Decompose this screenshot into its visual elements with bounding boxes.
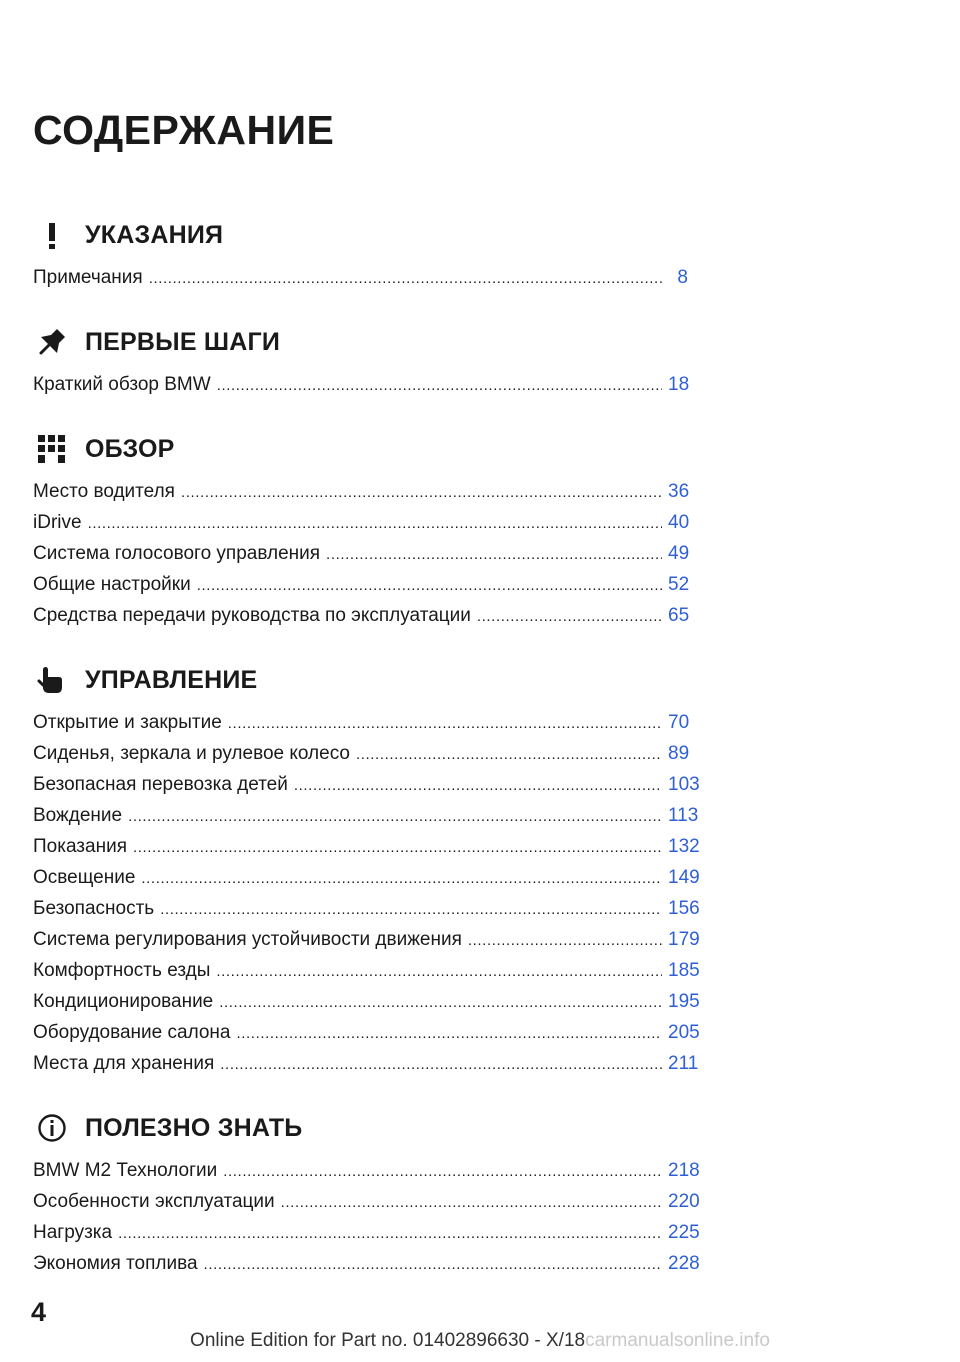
toc-entry-label: Краткий обзор BMW (33, 374, 211, 395)
dot-leader (223, 1156, 662, 1187)
toc-entry-label: Комфортность езды (33, 960, 211, 981)
grid-icon (35, 432, 69, 466)
toc-page-link[interactable]: 156 (668, 898, 700, 919)
toc-entry[interactable] (33, 369, 688, 400)
toc-entry-label: Безопасность (33, 898, 155, 919)
toc-entry[interactable] (33, 707, 688, 738)
toc-entry[interactable] (33, 893, 700, 924)
dot-leader (219, 987, 662, 1018)
toc-page-link[interactable]: 40 (668, 512, 690, 533)
toc-entry[interactable] (33, 955, 700, 986)
toc-entry-label: Место водителя (33, 481, 175, 502)
section-title: УПРАВЛЕНИЕ (85, 665, 258, 694)
section-header (33, 424, 688, 474)
section-header (33, 317, 688, 367)
toc-entry-label: Система регулирования устойчивости движения (33, 929, 462, 950)
dot-leader (204, 1249, 662, 1280)
section-title: ПОЛЕЗНО ЗНАТЬ (85, 1113, 303, 1142)
toc-page-link[interactable]: 70 (668, 712, 690, 733)
dot-leader (181, 477, 662, 508)
toc-entry[interactable] (33, 831, 700, 862)
toc-entry-label: BMW M2 Технологии (33, 1160, 218, 1181)
toc-page-link[interactable]: 149 (668, 867, 700, 888)
toc-page-link[interactable]: 8 (677, 267, 688, 288)
toc-entry-label: Оборудование салона (33, 1022, 231, 1043)
toc-entry-label: Экономия топлива (33, 1253, 198, 1274)
page-number: 4 (31, 1297, 47, 1327)
toc-page-link[interactable]: 225 (668, 1222, 700, 1243)
section-overview (33, 424, 688, 631)
toc-entry-label: Сиденья, зеркала и рулевое колесо (33, 743, 350, 764)
toc-entry-label: Кондиционирование (33, 991, 214, 1012)
toc-page-link[interactable]: 36 (668, 481, 690, 502)
dot-leader (228, 708, 662, 739)
dot-leader (118, 1218, 662, 1249)
toc-entry[interactable] (33, 538, 688, 569)
section-notes (33, 210, 688, 293)
dot-leader (237, 1018, 663, 1049)
toc-entry-label: Общие настройки (33, 574, 191, 595)
toc-entry[interactable] (33, 600, 688, 631)
dot-leader (128, 801, 662, 832)
toc-entry[interactable] (33, 1017, 700, 1048)
toc-entry[interactable] (33, 1248, 700, 1279)
toc-entry-label: Система голосового управления (33, 543, 321, 564)
toc-entry[interactable] (33, 569, 688, 600)
toc-page-link[interactable]: 132 (668, 836, 700, 857)
dot-leader (356, 739, 662, 770)
toc-entry[interactable] (33, 507, 688, 538)
toc-entry-label: Открытие и закрытие (33, 712, 222, 733)
info-icon (35, 1111, 69, 1145)
dot-leader (281, 1187, 662, 1218)
toc-page-link[interactable]: 49 (668, 543, 690, 564)
section-good-to-know (33, 1103, 700, 1279)
toc-entry[interactable] (33, 769, 700, 800)
page-title: СОДЕРЖАНИЕ (33, 107, 335, 153)
toc-page-link[interactable]: 218 (668, 1160, 700, 1181)
dot-leader (217, 370, 662, 401)
toc-entry[interactable] (33, 1155, 700, 1186)
toc-entry-label: iDrive (33, 512, 82, 533)
toc-entry[interactable] (33, 1217, 700, 1248)
dot-leader (197, 570, 662, 601)
hand-pointer-icon (35, 663, 69, 697)
dot-leader (477, 601, 662, 632)
dot-leader (294, 770, 662, 801)
dot-leader (88, 508, 662, 539)
section-title: УКАЗАНИЯ (85, 220, 224, 249)
toc-entry-label: Вождение (33, 805, 123, 826)
toc-page-link[interactable]: 89 (668, 743, 690, 764)
section-title: ОБЗОР (85, 434, 175, 463)
toc-entry-label: Средства передачи руководства по эксплуатации (33, 605, 471, 626)
dot-leader (141, 863, 662, 894)
toc-entry-label: Особенности эксплуатации (33, 1191, 275, 1212)
toc-page-link[interactable]: 195 (668, 991, 700, 1012)
toc-entry-label: Безопасная перевозка детей (33, 774, 288, 795)
pin-icon (35, 325, 69, 359)
toc-entry-label: Освещение (33, 867, 136, 888)
dot-leader (216, 956, 662, 987)
toc-page-link[interactable]: 65 (668, 605, 690, 626)
table-of-contents (33, 210, 700, 1303)
toc-entry-label: Примечания (33, 267, 143, 288)
toc-page-link[interactable]: 52 (668, 574, 690, 595)
toc-entry[interactable] (33, 738, 688, 769)
toc-entry[interactable] (33, 986, 700, 1017)
watermark-text: carmanualsonline.info (585, 1330, 770, 1351)
toc-entry[interactable] (33, 476, 688, 507)
dot-leader (149, 263, 662, 294)
toc-page-link[interactable]: 211 (668, 1053, 699, 1074)
edition-text: Online Edition for Part no. 01402896630 - X/18 (190, 1330, 586, 1351)
section-header (33, 1103, 688, 1153)
toc-page-link[interactable]: 205 (668, 1022, 700, 1043)
toc-entry-label: Показания (33, 836, 127, 857)
section-controls (33, 655, 700, 1079)
section-header (33, 210, 688, 260)
dot-leader (326, 539, 662, 570)
toc-page-link[interactable]: 220 (668, 1191, 700, 1212)
toc-page-link[interactable]: 18 (668, 374, 690, 395)
toc-entry-label: Нагрузка (33, 1222, 113, 1243)
dot-leader (160, 894, 662, 925)
toc-entry[interactable] (33, 862, 700, 893)
exclamation-icon (35, 218, 69, 252)
toc-entry[interactable] (33, 800, 699, 831)
toc-page-link[interactable]: 103 (668, 774, 700, 795)
toc-page-link[interactable]: 113 (668, 805, 699, 826)
toc-entry[interactable] (33, 262, 688, 293)
toc-page-link[interactable]: 228 (668, 1253, 700, 1274)
toc-entry[interactable] (33, 924, 700, 955)
dot-leader (220, 1049, 662, 1080)
toc-entry[interactable] (33, 1186, 700, 1217)
dot-leader (133, 832, 662, 863)
toc-page-link[interactable]: 179 (668, 929, 700, 950)
dot-leader (468, 925, 662, 956)
toc-entry[interactable] (33, 1048, 699, 1079)
section-header (33, 655, 688, 705)
footer (0, 1330, 960, 1352)
section-title: ПЕРВЫЕ ШАГИ (85, 327, 280, 356)
section-first-steps (33, 317, 688, 400)
toc-page-link[interactable]: 185 (668, 960, 700, 981)
toc-entry-label: Места для хранения (33, 1053, 215, 1074)
